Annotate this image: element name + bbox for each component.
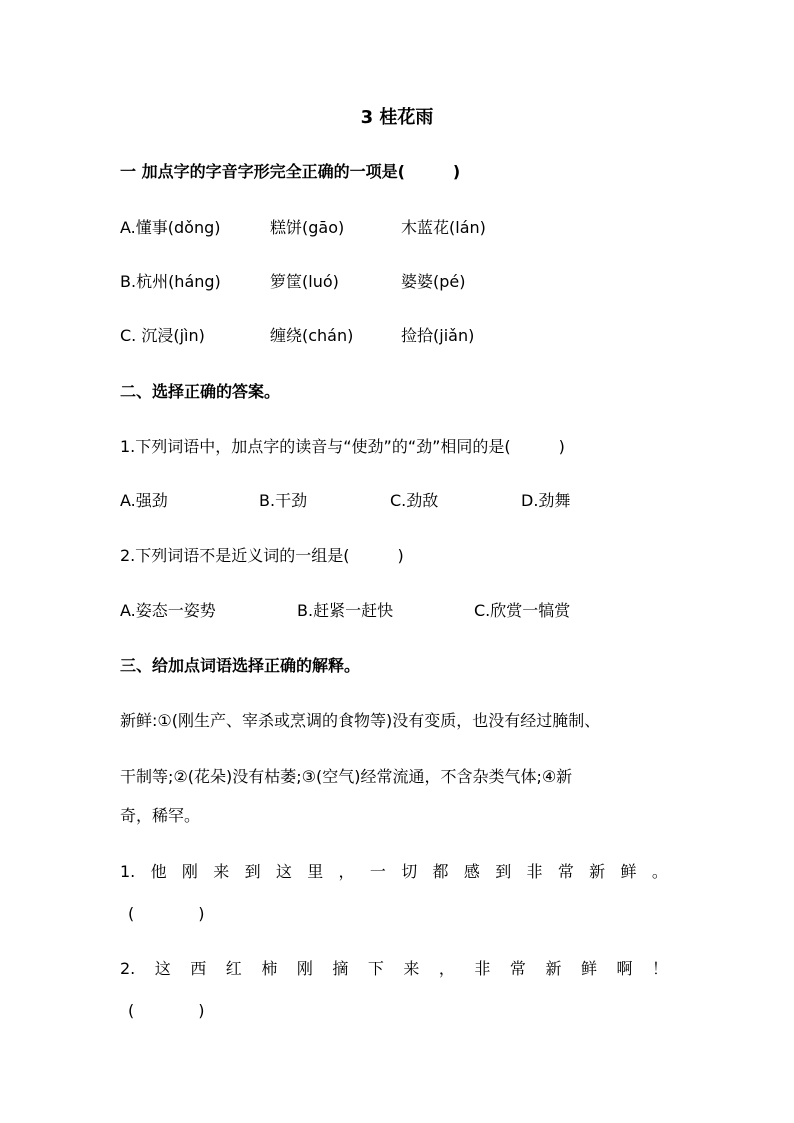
page-title: 3 桂花雨: [360, 107, 434, 128]
q2-item2-stem: 2.下列词语不是近义词的一组是( ): [120, 546, 404, 565]
q1-a-word-2: 糕饼(gāo): [270, 218, 345, 237]
q3-s1-char: 1.: [120, 862, 136, 881]
q3-s2-char: 下: [367, 959, 384, 978]
q3-s2-char: 新: [545, 959, 562, 978]
q3-sentence-1: [120, 861, 668, 883]
q2-item2-option-a: A.姿态一姿势: [120, 601, 216, 620]
q1-c-word-2: 缠绕(chán): [270, 326, 354, 345]
q3-s1-char: 新: [589, 862, 606, 881]
q3-s2-char: 2.: [120, 959, 136, 978]
q3-s1-char: 一: [369, 862, 386, 881]
q3-s2-char: 啊: [616, 959, 633, 978]
q3-heading: 三、给加点词语选择正确的解释。: [120, 656, 361, 675]
q3-s1-char: 刚: [181, 862, 198, 881]
q2-item2-option-c: C.欣赏一犒赏: [474, 601, 571, 620]
q3-s2-char: 刚: [296, 959, 313, 978]
q3-s2-char: 柿: [261, 959, 278, 978]
q3-s2-char: 鲜: [580, 959, 597, 978]
q3-s1-char: 鲜: [620, 862, 637, 881]
q3-s1-char: 非: [526, 862, 543, 881]
q1-c-word-3: 捡拾(jiǎn): [401, 326, 475, 345]
q3-definition-line-3: 奇，稀罕。: [120, 806, 201, 825]
q3-s2-char: 摘: [332, 959, 349, 978]
q3-s2-char: 西: [190, 959, 207, 978]
q3-s2-char: ，: [438, 959, 455, 978]
q3-s1-char: 都: [432, 862, 449, 881]
q1-b-word-3: 婆婆(pé): [401, 272, 466, 291]
q2-heading: 二、选择正确的答案。: [120, 382, 281, 401]
q3-s2-char: 非: [474, 959, 491, 978]
q3-s2-char: ！: [651, 959, 668, 978]
q1-b-word-2: 箩筐(luó): [270, 272, 339, 291]
q2-item1-option-d: D.劲舞: [521, 491, 571, 510]
q1-heading: 一 加点字的字音字形完全正确的一项是( ): [120, 162, 461, 181]
q3-s1-char: 感: [463, 862, 480, 881]
q3-s1-char: 来: [213, 862, 230, 881]
q2-item1-option-b: B.干劲: [259, 491, 308, 510]
q3-definition-line-1: 新鲜:①(刚生产、宰杀或烹调的食物等)没有变质，也没有经过腌制、: [120, 711, 601, 730]
q3-s2-char: 来: [403, 959, 420, 978]
q3-s1-char: 。: [651, 862, 668, 881]
q3-answer-blank-2[interactable]: ( ): [128, 1001, 205, 1020]
q1-c-word-1: C. 沉浸(jìn): [120, 326, 205, 345]
q3-s1-char: 这: [275, 862, 292, 881]
q3-s1-char: 常: [557, 862, 574, 881]
q3-s2-char: 这: [154, 959, 171, 978]
q3-s1-char: ，: [338, 862, 355, 881]
q3-s2-char: 红: [225, 959, 242, 978]
q3-s1-char: 到: [244, 862, 261, 881]
q1-a-word-3: 木蓝花(lán): [401, 218, 486, 237]
q3-s1-char: 到: [495, 862, 512, 881]
q2-item1-option-c: C.劲敌: [390, 491, 439, 510]
q3-s1-char: 他: [150, 862, 167, 881]
q3-answer-blank-1[interactable]: ( ): [128, 904, 205, 923]
q3-definition-line-2: 干制等;②(花朵)没有枯萎;③(空气)经常流通，不含杂类气体;④新: [120, 767, 573, 786]
q2-item1-stem: 1.下列词语中，加点字的读音与“使劲”的“劲”相同的是( ): [120, 437, 565, 456]
q3-s1-char: 里: [307, 862, 324, 881]
q3-sentence-2: [120, 958, 668, 980]
q1-a-word-1: A.懂事(dǒng): [120, 218, 221, 237]
q1-b-word-1: B.杭州(háng): [120, 272, 221, 291]
q3-s1-char: 切: [401, 862, 418, 881]
q2-item1-option-a: A.强劲: [120, 491, 168, 510]
q2-item2-option-b: B.赶紧一赶快: [297, 601, 394, 620]
q3-s2-char: 常: [509, 959, 526, 978]
